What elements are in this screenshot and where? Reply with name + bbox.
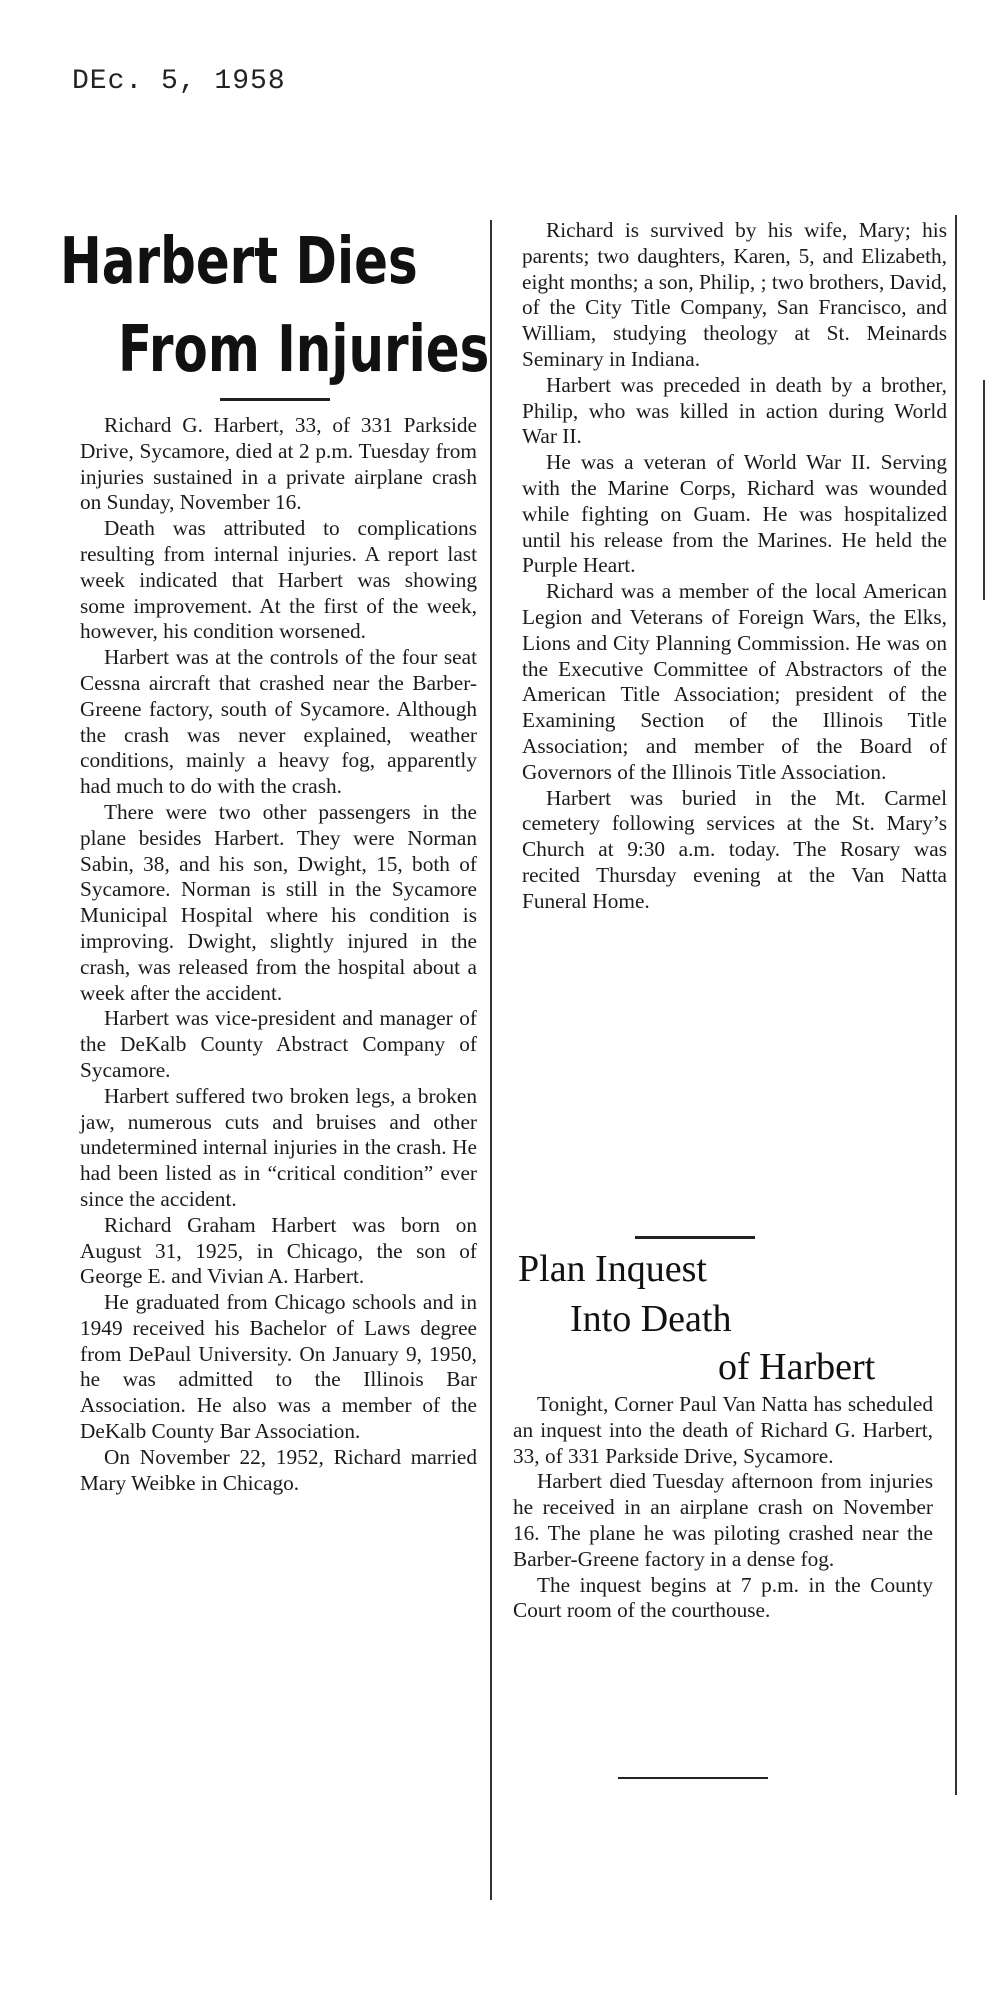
- column-divider-right: [955, 215, 957, 1795]
- article1-paragraph: Harbert suffered two broken legs, a broken jaw, numerous cuts and bruises and other undetermined internal injuries in the crash. He had been listed as in “critical condition” ever since the accident.: [80, 1083, 477, 1211]
- article1-paragraph: Richard G. Harbert, 33, of 331 Parkside Drive, Sycamore, died at 2 p.m. Tuesday from injuries sustained in a private airplane crash on Sunday, November 16.: [80, 413, 477, 515]
- article1-body: [80, 413, 477, 1496]
- article1-continued: [522, 218, 947, 915]
- article2-headline-line1: Plan Inquest: [518, 1248, 707, 1290]
- edge-divider: [983, 380, 985, 600]
- article1-continued-paragraph: Richard was a member of the local American Legion and Veterans of Foreign Wars, the Elks, Lions and City Planning Commission. He was on the Executive Committee of Abstractors of the American Title Association; president of the Examining Section of the Illinois Title Association; and member of the Board of Governors of the Illinois Title Association.: [522, 579, 947, 784]
- end-rule: [618, 1777, 768, 1779]
- article1-paragraph: There were two other passengers in the plane besides Harbert. They were Norman Sabin, 38, and his son, Dwight, 15, both of Sycamore. Norman is still in the Sycamore Municipal Hospital where his condition is improving. Dwight, slightly injured in the crash, was released from the hospital about a week after the accident.: [80, 799, 477, 1005]
- article1-paragraph: Richard Graham Harbert was born on August 31, 1925, in Chicago, the son of George E. and Vivian A. Harbert.: [80, 1212, 477, 1289]
- article1-continued-paragraph: Harbert was preceded in death by a brother, Philip, who was killed in action during World War II.: [522, 372, 947, 449]
- article2-paragraph: Harbert died Tuesday afternoon from injuries he received in an airplane crash on November 16. The plane he was piloting crashed near the Barber-Greene factory in a dense fog.: [513, 1469, 933, 1571]
- article2-headline-line2: Into Death: [570, 1298, 732, 1340]
- article2-headline-line3: of Harbert: [718, 1346, 876, 1388]
- clipping-date: DEc. 5, 1958: [72, 66, 286, 97]
- article1-paragraph: Death was attributed to complications resulting from internal injuries. A report last week indicated that Harbert was showing some improvement. At the first of the week, however, his condition worsened.: [80, 516, 477, 644]
- article1-continued-paragraph: He was a veteran of World War II. Serving with the Marine Corps, Richard was wounded while fighting on Guam. He was hospitalized until his release from the Marines. He held the Purple Heart.: [522, 450, 947, 578]
- article2-body: [513, 1392, 933, 1624]
- article1-paragraph: Harbert was at the controls of the four seat Cessna aircraft that crashed near the Barber-Greene factory, south of Sycamore. Although the crash was never explained, weather conditions, mainly a heavy fog, apparently had much to do with the crash.: [80, 645, 477, 799]
- column-divider: [490, 220, 492, 1900]
- article1-continued-paragraph: Richard is survived by his wife, Mary; his parents; two daughters, Karen, 5, and Elizabeth, eight months; a son, Philip, ; two brothers, David, of the City Title Company, San Francisco, and William, studying theology at St. Meinards Seminary in Indiana.: [522, 218, 947, 371]
- article1-headline-line2: From Injuries: [118, 313, 490, 387]
- article1-paragraph: Harbert was vice-president and manager of the DeKalb County Abstract Company of Sycamore.: [80, 1006, 477, 1082]
- headline-rule: [220, 398, 330, 401]
- article2-paragraph: Tonight, Corner Paul Van Natta has scheduled an inquest into the death of Richard G. Harbert, 33, of 331 Parkside Drive, Sycamore.: [513, 1392, 933, 1468]
- article2-paragraph: The inquest begins at 7 p.m. in the County Court room of the courthouse.: [513, 1572, 933, 1623]
- article1-paragraph: He graduated from Chicago schools and in 1949 received his Bachelor of Laws degree from DePaul University. On January 9, 1950, he was admitted to the Illinois Bar Association. He also was a member of the DeKalb County Bar Association.: [80, 1290, 477, 1444]
- section-rule: [635, 1236, 755, 1239]
- article1-continued-paragraph: Harbert was buried in the Mt. Carmel cemetery following services at the St. Mary’s Church at 9:30 a.m. today. The Rosary was recited Thursday evening at the Van Natta Funeral Home.: [522, 785, 947, 913]
- article1-headline-line1: Harbert Dies: [60, 225, 418, 299]
- article1-paragraph: On November 22, 1952, Richard married Mary Weibke in Chicago.: [80, 1444, 477, 1495]
